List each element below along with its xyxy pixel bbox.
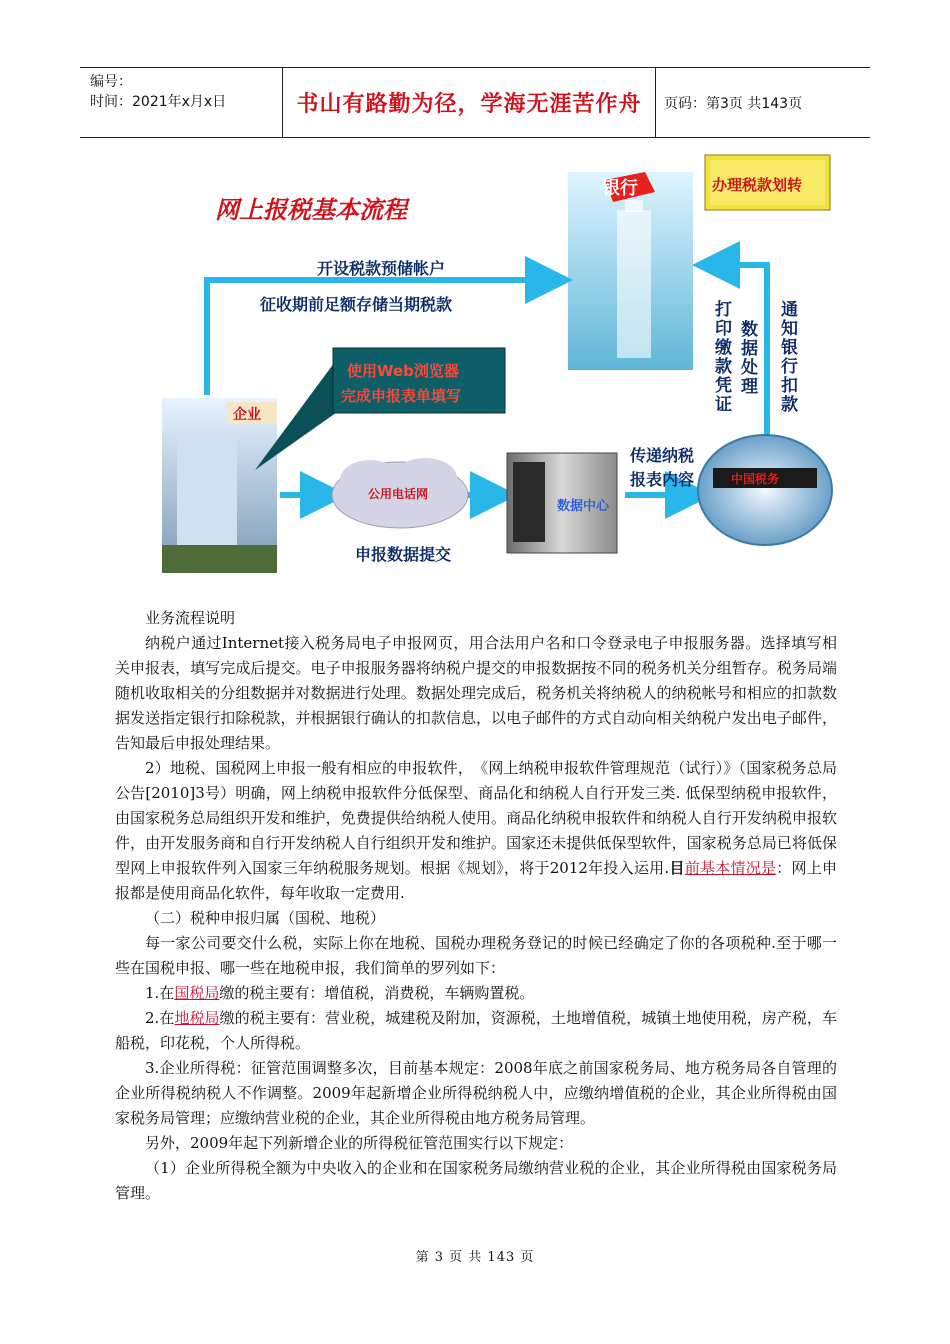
section-heading: （二）税种申报归属（国税、地税） <box>145 909 386 927</box>
phone-network-label: 公用电话网 <box>368 487 429 501</box>
header-motto: 书山有路勤为径，学海无涯苦作舟 <box>296 92 642 117</box>
diagram-title: 网上报税基本流程 <box>215 196 407 224</box>
header-page-number: 页码：第3页 共143页 <box>664 95 803 112</box>
transmit-line-1: 传递纳税 <box>630 446 695 465</box>
bank-transfer-label: 办理税款划转 <box>712 176 803 194</box>
flow-diagram <box>155 150 835 580</box>
paragraph <box>115 756 837 906</box>
top-line-2: 征收期前足额存储当期税款 <box>260 295 453 314</box>
browser-line-2: 完成申报表单填写 <box>341 387 462 405</box>
paragraph-text: 缴的税主要有：营业税，城建税及附加，资源税，土地增值税，城镇土地使用税，房产税，车船税，印花税，个人所得税。 <box>115 1009 837 1052</box>
tax-bureau-label: 中国税务 <box>731 472 780 486</box>
header-meta <box>80 68 282 137</box>
current-situation-link[interactable]: 前基本情况是 <box>684 859 777 877</box>
paragraph: （1）企业所得税全额为中央收入的企业和在国家税务局缴纳营业税的企业，其企业所得税由国家税务局管理。 <box>115 1159 837 1202</box>
paragraph-text: 目 <box>669 859 685 877</box>
vertical-print-label: 打印缴款凭证 <box>711 300 731 414</box>
document-body <box>115 606 837 1206</box>
section-heading: 业务流程说明 <box>145 609 236 627</box>
paragraph-text: 1.在 <box>145 984 175 1002</box>
page-header <box>80 67 870 138</box>
browser-line-1: 使用Web浏览器 <box>347 362 459 380</box>
top-line-1: 开设税款预储帐户 <box>317 259 446 278</box>
code-label: 编号： <box>90 74 132 90</box>
vertical-process-label: 数据处理 <box>737 320 757 396</box>
national-tax-bureau-link[interactable]: 国税局 <box>174 984 220 1002</box>
paragraph: 3.企业所得税：征管范围调整多次，目前基本规定：2008年底之前国家税务局、地方税务局各自管理的企业所得税纳税人不作调整。2009年起新增企业所得税纳税人中，应缴纳增值税的企业，其企业所得税由国家税务局管理；应缴纳营业税的企业，其企业所得税由地方税务局管理。 <box>115 1059 837 1127</box>
paragraph-text: ：网上申报都是使用商品化软件，每年收取一定费用. <box>115 859 837 902</box>
paragraph: 纳税户通过Internet接入税务局电子申报网页，用合法用户名和口令登录电子申报服务器。选择填写相关申报表，填写完成后提交。电子申报服务器将纳税户提交的申报数据按不同的税务机关分组暂存。税务局端随机收取相关的分组数据并对数据进行处理。数据处理完成后，税务机关将纳税人的纳税帐号和相应的扣款数据发送指定银行扣除税款，并根据银行确认的扣款信息，以电子邮件的方式自动向相关纳税户发出电子邮件，告知最后申报处理结果。 <box>115 634 837 752</box>
local-tax-bureau-link[interactable]: 地税局 <box>174 1009 220 1027</box>
paragraph-text: 2）地税、国税网上申报一般有相应的申报软件， 《网上纳税申报软件管理规范（试行）》（国家税务总局公告[2010]3号）明确，网上纳税申报软件分低保型、商品化和纳税人自行开发三类. 低保型纳税申报软件，由国家税务总局组织开发和维护，免费提供给纳税人使用。商品化纳税申报软件和纳税人自行开发纳税申报软件，由开发服务商和自行开发纳税人自行组织开发和维护。国家还未提供低保型软件，国家税务总局已将低保型网上申报软件列入国家三年纳税服务规划。根据《规划》，将于2012年投入运用. <box>115 759 837 877</box>
submit-label: 申报数据提交 <box>355 545 452 564</box>
enterprise-label: 企业 <box>233 407 261 423</box>
time-label: 时间：2021年x月x日 <box>90 94 227 110</box>
paragraph: 另外，2009年起下列新增企业的所得税征管范围实行以下规定： <box>145 1134 574 1152</box>
tax-bureau-image <box>698 435 832 545</box>
transmit-line-2: 报表内容 <box>630 470 695 489</box>
paragraph-text: 2.在 <box>145 1009 175 1027</box>
paragraph <box>115 1006 837 1056</box>
bank-label: 银行 <box>602 178 638 199</box>
page-footer: 第 3 页 共 143 页 <box>415 1250 535 1265</box>
vertical-notify-label: 通知银行扣款 <box>777 300 797 414</box>
data-center-label: 数据中心 <box>557 499 610 514</box>
paragraph-text: 缴的税主要有：增值税，消费税，车辆购置税。 <box>219 984 535 1002</box>
paragraph <box>115 981 837 1006</box>
paragraph: 每一家公司要交什么税，实际上你在地税、国税办理税务登记的时候已经确定了你的各项税种.至于哪一些在国税申报、哪一些在地税申报，我们简单的罗列如下： <box>115 934 837 977</box>
